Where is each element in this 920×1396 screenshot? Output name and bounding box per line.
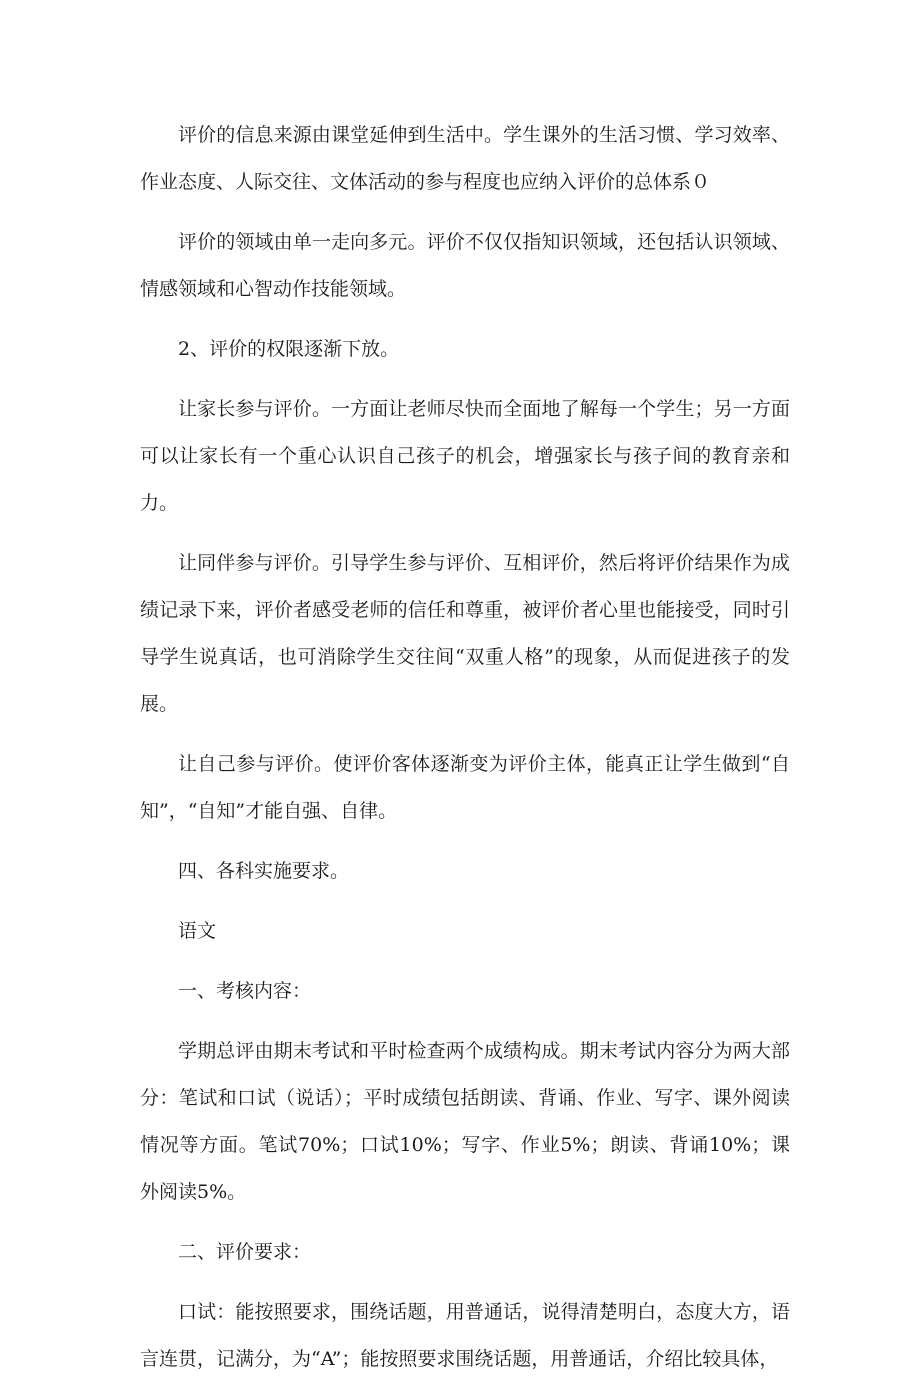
heading-authority-delegation: 2、评价的权限逐渐下放。 [178, 338, 400, 360]
paragraph-semester-grading: 学期总评由期末考试和平时检查两个成绩构成。期末考试内容分为两大部分：笔试和口试（说话）；平时成绩包括朗读、背诵、作业、写字、课外阅读情况等方面。笔试70%；口试10%；写字、作业5%；朗读、背诵10%；课外阅读5%。 [140, 1040, 790, 1203]
heading-evaluation-requirements: 二、评价要求： [178, 1241, 312, 1263]
paragraph-oral-exam: 口试：能按照要求，围绕话题，用普通话，说得清楚明白，态度大方，语言连贯，记满分，为“A”；能按照要求围绕话题，用普通话，介绍比较具体， [140, 1301, 790, 1370]
paragraph-evaluation-domain: 评价的领域由单一走向多元。评价不仅仅指知识领域，还包括认识领域、情感领域和心智动作技能领域。 [140, 231, 790, 300]
document-body [140, 112, 790, 1396]
paragraph-info-source: 评价的信息来源由课堂延伸到生活中。学生课外的生活习惯、学习效率、作业态度、人际交往、文体活动的参与程度也应纳入评价的总体系０ [140, 124, 790, 193]
paragraph-peer-evaluation: 让同伴参与评价。引导学生参与评价、互相评价，然后将评价结果作为成绩记录下来，评价者感受老师的信任和尊重，被评价者心里也能接受，同时引导学生说真话，也可消除学生交往间“双重人格”的现象，从而促进孩子的发展。 [140, 552, 790, 715]
heading-assessment-content: 一、考核内容： [178, 980, 312, 1002]
heading-subject-requirements: 四、各科实施要求。 [178, 860, 350, 882]
paragraph-self-evaluation: 让自己参与评价。使评价客体逐渐变为评价主体，能真正让学生做到“自知”，“自知”才能自强、自律。 [140, 753, 790, 822]
heading-chinese: 语文 [178, 920, 217, 942]
paragraph-parent-evaluation: 让家长参与评价。一方面让老师尽快而全面地了解每一个学生；另一方面可以让家长有一个重心认识自己孩子的机会，增强家长与孩子间的教育亲和力。 [140, 398, 790, 514]
